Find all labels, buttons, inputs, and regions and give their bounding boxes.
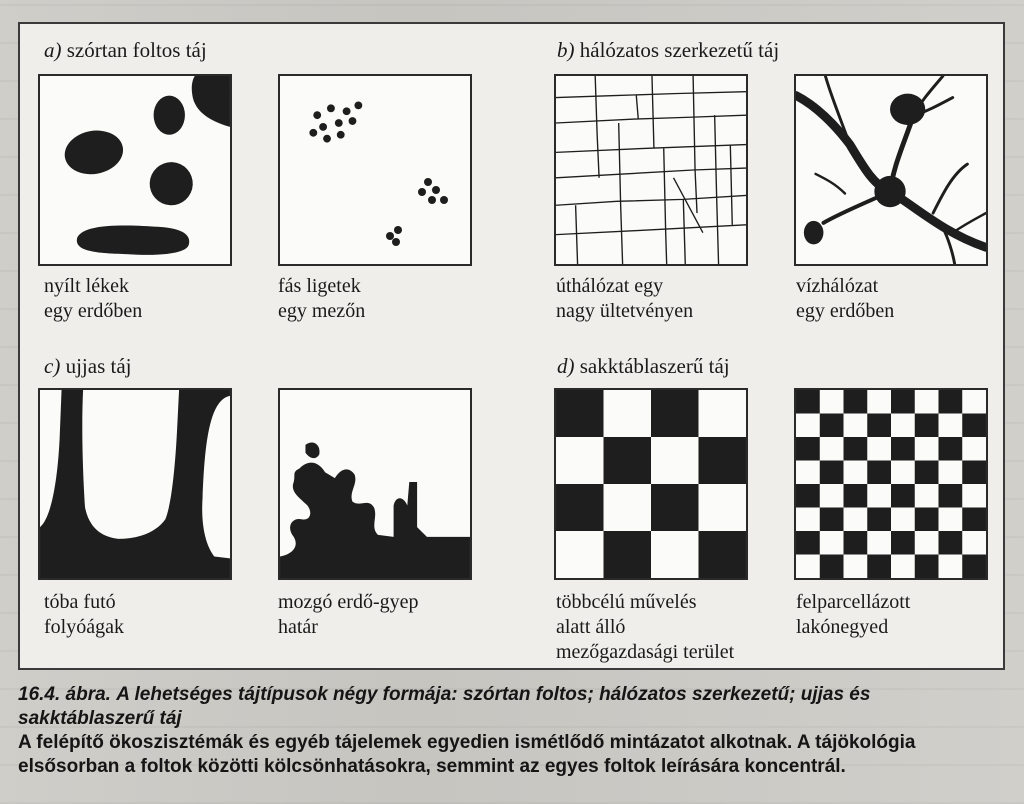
board-square [556, 484, 603, 531]
board-square [962, 508, 986, 532]
caption-number: 16.4. ábra. [18, 684, 111, 705]
board-square [796, 437, 820, 461]
board-square [796, 484, 820, 508]
board-square [820, 461, 844, 485]
section-d-label: d) sakktáblaszerű táj [557, 354, 730, 378]
board-square [556, 390, 603, 437]
caption-parcelled-residential: felparcellázott lakónegyed [796, 591, 911, 638]
board-square [867, 555, 891, 579]
panel-road-network [554, 74, 748, 266]
coarse-checkerboard [556, 390, 746, 578]
board-square [867, 508, 891, 532]
board-square [796, 390, 820, 414]
board-square [962, 414, 986, 438]
river-fingers-drawing [40, 390, 230, 578]
caption-river-fingers: tóba futó folyóágak [44, 591, 124, 638]
forest-boundary-drawing [280, 390, 470, 578]
forest-gaps-drawing [40, 76, 230, 264]
road-network-drawing [556, 76, 746, 264]
board-square [915, 414, 939, 438]
board-square [844, 390, 868, 414]
board-square [891, 390, 915, 414]
board-square [604, 531, 651, 578]
board-square [796, 531, 820, 555]
board-square [604, 437, 651, 484]
caption-water-network: vízhálózat egy erdőben [796, 275, 895, 322]
board-square [938, 437, 962, 461]
board-square [844, 531, 868, 555]
caption-title: A lehetséges tájtípusok négy formája: szórtan foltos; hálózatos szerkezetű; ujjas és sakktáblaszerű táj [18, 684, 871, 729]
caption-forest-gaps: nyílt lékek egy erdőben [44, 275, 143, 322]
board-square [651, 484, 698, 531]
board-square [915, 555, 939, 579]
board-square [915, 508, 939, 532]
section-a-label: a) szórtan foltos táj [44, 38, 207, 62]
board-square [844, 484, 868, 508]
board-square [962, 461, 986, 485]
board-square [962, 555, 986, 579]
board-square [891, 484, 915, 508]
caption-tree-groves: fás ligetek egy mezőn [278, 275, 366, 322]
board-square [867, 461, 891, 485]
board-square [915, 461, 939, 485]
panel-forest-gaps [38, 74, 232, 266]
board-square [867, 414, 891, 438]
caption-forest-boundary: mozgó erdő-gyep határ [278, 591, 419, 638]
board-square [844, 437, 868, 461]
board-square [891, 531, 915, 555]
section-b-label: b) hálózatos szerkezetű táj [557, 38, 780, 62]
board-square [938, 531, 962, 555]
panel-forest-boundary [278, 388, 472, 580]
panel-river-fingers [38, 388, 232, 580]
water-network-drawing [796, 76, 986, 264]
figure-frame [18, 22, 1005, 670]
caption-text: A felépítő ökoszisztémák és egyéb tájelemek egyedien ismétlődő mintázatot alkotnak. A tájökológia elsősorban a foltok közötti kölcsönhatásokra, semmint az egyes foltok leírására koncentrál. [18, 732, 916, 777]
board-square [820, 555, 844, 579]
panel-water-network [794, 74, 988, 266]
board-square [651, 390, 698, 437]
panel-checkerboard-coarse [554, 388, 748, 580]
board-square [820, 508, 844, 532]
board-square [698, 437, 745, 484]
fine-checkerboard [796, 390, 986, 578]
figure-caption [18, 683, 1008, 779]
board-square [820, 414, 844, 438]
board-square [698, 531, 745, 578]
section-c-label: c) ujjas táj [44, 354, 132, 378]
caption-multi-use-farmland: többcélú művelés alatt álló mezőgazdasági terület [556, 591, 735, 663]
caption-road-network: úthálózat egy nagy ültetvényen [556, 275, 694, 322]
board-square [938, 484, 962, 508]
outside-groves [380, 174, 460, 254]
board-square [938, 390, 962, 414]
board-square [891, 437, 915, 461]
panel-checkerboard-fine [794, 388, 988, 580]
